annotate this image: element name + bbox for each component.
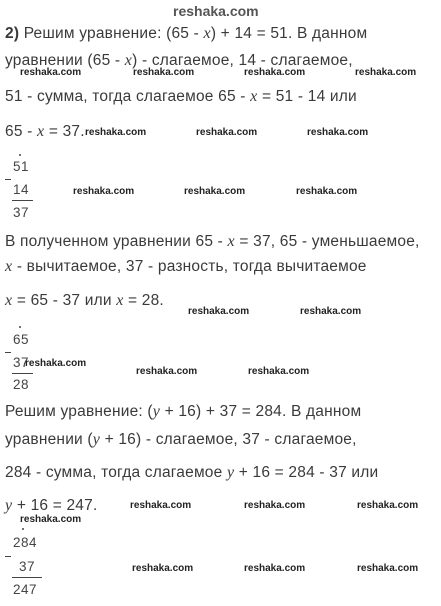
paragraph3-line4	[5, 497, 97, 515]
calc2-subtrahend: 37	[13, 355, 30, 370]
watermark: reshaka.com	[355, 67, 417, 78]
text: + 16) + 37 = 284. В данном	[160, 403, 362, 420]
calc1-result: 37	[13, 205, 30, 220]
watermark: reshaka.com	[130, 500, 192, 511]
text: В полученном уравнении 65 -	[5, 233, 228, 250]
minus-sign	[5, 352, 11, 353]
watermark: reshaka.com	[25, 358, 87, 369]
text: Решим уравнение: (65 -	[19, 25, 204, 42]
watermark: reshaka.com	[296, 186, 358, 197]
calc1-rule	[12, 200, 33, 201]
calc1-minuend: 51	[13, 159, 30, 174]
watermark: reshaka.com	[244, 563, 306, 574]
watermark: reshaka.com	[133, 67, 195, 78]
watermark: reshaka.com	[136, 366, 198, 377]
paragraph1-line1	[5, 25, 367, 43]
watermark: reshaka.com	[307, 127, 369, 138]
watermark: reshaka.com	[357, 500, 419, 511]
dot-mark	[19, 154, 21, 156]
variable-x: x	[124, 52, 133, 69]
text: 65 -	[5, 123, 38, 140]
calc2-result: 28	[13, 377, 30, 392]
variable-x: x	[250, 88, 258, 105]
text: 284 - сумма, тогда слагаемое	[5, 464, 227, 481]
minus-sign	[5, 179, 11, 180]
paragraph2-line2	[5, 258, 367, 276]
dot-mark	[19, 326, 21, 328]
text: + 16 = 284 - 37 или	[234, 464, 379, 481]
text: ) + 14 = 51. В данном	[210, 25, 368, 42]
text: уравнении (65 -	[5, 52, 125, 69]
calc3-result: 247	[13, 582, 38, 597]
watermark: reshaka.com	[20, 514, 82, 525]
dot-mark	[22, 528, 24, 530]
variable-x: x	[5, 258, 13, 275]
text: 51 - сумма, тогда слагаемое 65 -	[5, 88, 251, 105]
paragraph1-line3	[5, 88, 357, 106]
variable-x: x	[5, 292, 13, 309]
paragraph3-line2	[5, 431, 357, 449]
watermark: reshaka.com	[132, 563, 194, 574]
minus-sign	[5, 556, 11, 557]
calc3-rule	[12, 577, 42, 578]
watermark: reshaka.com	[20, 67, 82, 78]
text: = 51 - 14 или	[257, 88, 357, 105]
site-watermark-top: reshaka.com	[173, 3, 259, 19]
text: ) - слагаемое, 14 - слагаемое,	[132, 52, 353, 69]
text: - вычитаемое, 37 - разность, тогда вычитаемое	[12, 258, 367, 275]
paragraph2-line3	[5, 292, 164, 310]
watermark: reshaka.com	[244, 500, 306, 511]
text: Решим уравнение: (	[5, 403, 153, 420]
paragraph2-line1	[5, 233, 420, 251]
watermark: reshaka.com	[357, 563, 419, 574]
text: + 16 = 247.	[12, 497, 98, 514]
paragraph1-line4	[5, 123, 85, 141]
variable-x: x	[37, 123, 45, 140]
watermark: reshaka.com	[188, 306, 250, 317]
calc3-minuend: 284	[13, 535, 38, 550]
variable-x: x	[203, 25, 211, 42]
variable-x: x	[227, 233, 235, 250]
text: уравнении (	[5, 431, 93, 448]
watermark: reshaka.com	[73, 186, 135, 197]
variable-y: y	[226, 464, 235, 481]
calc1-subtrahend: 14	[13, 182, 30, 197]
watermark: reshaka.com	[244, 67, 306, 78]
variable-y: y	[152, 403, 161, 420]
text: = 37, 65 - уменьшаемое,	[234, 233, 420, 250]
task-number: 2)	[5, 25, 20, 42]
variable-y: y	[5, 497, 13, 514]
calc2-rule	[12, 373, 33, 374]
watermark: reshaka.com	[300, 306, 362, 317]
calc2-minuend: 65	[13, 332, 30, 347]
text: = 28.	[123, 292, 164, 309]
watermark: reshaka.com	[85, 127, 147, 138]
variable-y: y	[92, 431, 101, 448]
paragraph3-line1	[5, 403, 361, 421]
variable-x: x	[116, 292, 124, 309]
watermark: reshaka.com	[248, 366, 310, 377]
watermark: reshaka.com	[184, 186, 246, 197]
text: + 16) - слагаемое, 37 - слагаемое,	[100, 431, 357, 448]
calc3-subtrahend: 37	[19, 559, 36, 574]
paragraph3-line3	[5, 464, 378, 482]
watermark: reshaka.com	[196, 127, 258, 138]
text: = 37.	[44, 123, 85, 140]
text: = 65 - 37 или	[12, 292, 117, 309]
